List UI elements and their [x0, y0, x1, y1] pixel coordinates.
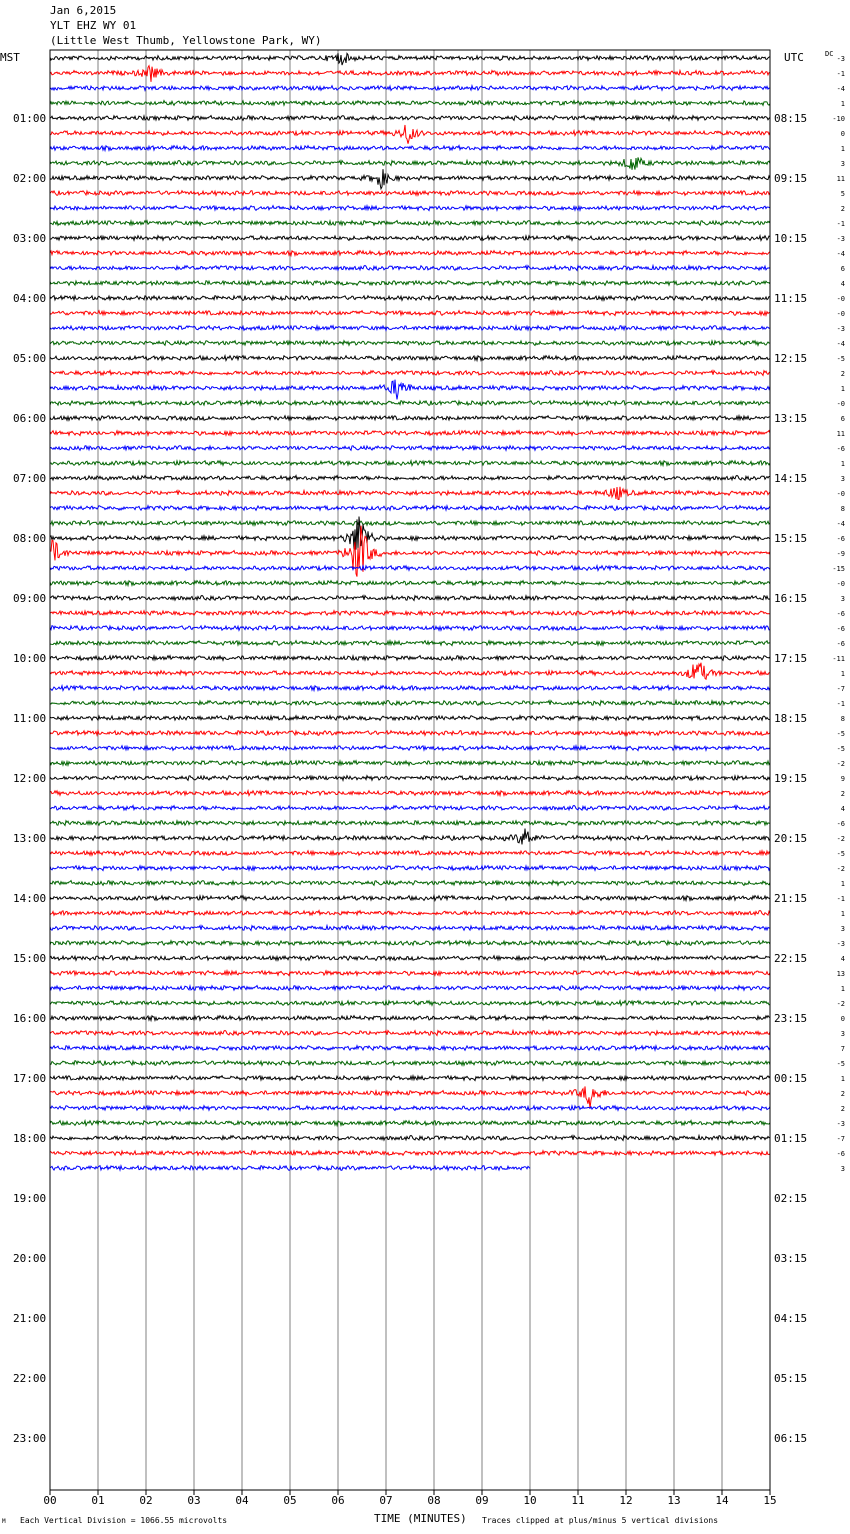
dc-offset-value: -6 — [836, 640, 845, 648]
dc-offset-value: -6 — [836, 1150, 845, 1158]
dc-offset-value: 4 — [840, 955, 845, 963]
seismic-trace-21 — [50, 356, 770, 361]
x-tick-label: 01 — [91, 1494, 105, 1507]
seismic-trace-23 — [50, 380, 770, 400]
dc-offset-value: -7 — [836, 1135, 845, 1143]
dc-offset-value: -4 — [836, 250, 845, 258]
mst-hour-label: 16:00 — [13, 1012, 47, 1025]
seismic-trace-70 — [50, 1086, 770, 1108]
dc-offset-value: 8 — [840, 505, 845, 513]
seismic-trace-65 — [50, 1016, 770, 1021]
x-tick-label: 12 — [619, 1494, 633, 1507]
dc-offset-value: 2 — [840, 1090, 845, 1098]
mst-hour-label: 19:00 — [13, 1192, 47, 1205]
utc-hour-label: 09:15 — [774, 172, 808, 185]
mst-hour-label: 07:00 — [13, 472, 47, 485]
dc-offset-value: -6 — [836, 535, 845, 543]
x-tick-label: 15 — [763, 1494, 777, 1507]
dc-offset-value: -1 — [836, 895, 845, 903]
mst-hour-label: 20:00 — [13, 1252, 47, 1265]
dc-offset-value: 3 — [840, 595, 845, 603]
utc-hour-label: 20:15 — [774, 832, 808, 845]
x-tick-label: 08 — [427, 1494, 441, 1507]
dc-offset-value: 3 — [840, 1030, 845, 1038]
seismic-trace-71 — [50, 1106, 770, 1111]
utc-hour-label: 21:15 — [774, 892, 808, 905]
header-location: (Little West Thumb, Yellowstone Park, WY) — [50, 34, 322, 47]
seismic-trace-49 — [50, 776, 770, 781]
seismic-trace-14 — [50, 251, 770, 256]
mst-hour-label: 18:00 — [13, 1132, 47, 1145]
seismic-trace-48 — [50, 761, 770, 766]
seismic-trace-12 — [50, 221, 770, 226]
seismic-trace-58 — [50, 911, 770, 916]
dc-offset-value: -1 — [836, 220, 845, 228]
x-tick-label: 04 — [235, 1494, 249, 1507]
x-tick-label: 14 — [715, 1494, 729, 1507]
dc-offset-value: -2 — [836, 1000, 845, 1008]
dc-offset-value: 2 — [840, 205, 845, 213]
seismic-trace-11 — [50, 206, 770, 211]
dc-offset-value: -3 — [836, 55, 845, 63]
x-tick-label: 07 — [379, 1494, 393, 1507]
dc-offset-value: 7 — [840, 1045, 845, 1053]
dc-offset-value: -4 — [836, 85, 845, 93]
utc-hour-label: 12:15 — [774, 352, 808, 365]
seismic-trace-55 — [50, 866, 770, 871]
dc-offset-value: -5 — [836, 355, 845, 363]
seismic-trace-63 — [50, 986, 770, 991]
seismic-trace-39 — [50, 626, 770, 631]
seismic-trace-59 — [50, 926, 770, 931]
seismic-trace-50 — [50, 791, 770, 796]
x-axis-title: TIME (MINUTES) — [374, 1512, 467, 1525]
mst-hour-label: 13:00 — [13, 832, 47, 845]
dc-offset-value: -6 — [836, 445, 845, 453]
seismic-trace-40 — [50, 641, 770, 646]
dc-offset-value: 1 — [840, 385, 845, 393]
seismic-trace-27 — [50, 446, 770, 451]
dc-offset-value: -0 — [836, 400, 845, 408]
dc-offset-value: -9 — [836, 550, 845, 558]
seismic-trace-26 — [50, 431, 770, 436]
dc-offset-value: -7 — [836, 685, 845, 693]
mst-hour-label: 17:00 — [13, 1072, 47, 1085]
dc-offset-value: 1 — [840, 985, 845, 993]
dc-offset-value: 6 — [840, 265, 845, 273]
dc-offset-value: 13 — [836, 970, 845, 978]
seismic-trace-5 — [50, 116, 770, 121]
seismic-trace-73 — [50, 1136, 770, 1141]
seismic-trace-54 — [50, 851, 770, 856]
utc-hour-label: 18:15 — [774, 712, 808, 725]
seismic-trace-16 — [50, 281, 770, 286]
plot-frame — [50, 50, 770, 1490]
seismic-trace-1 — [50, 53, 770, 65]
dc-offset-value: 2 — [840, 790, 845, 798]
mst-hour-label: 02:00 — [13, 172, 47, 185]
seismic-trace-44 — [50, 701, 770, 706]
dc-offset-value: 5 — [840, 190, 845, 198]
utc-hour-label: 00:15 — [774, 1072, 808, 1085]
utc-hour-label: 17:15 — [774, 652, 808, 665]
utc-hour-label: 13:15 — [774, 412, 808, 425]
mst-hour-label: 22:00 — [13, 1372, 47, 1385]
seismic-trace-34 — [50, 526, 770, 577]
mst-hour-label: 23:00 — [13, 1432, 47, 1445]
seismic-trace-4 — [50, 101, 770, 106]
dc-offset-value: -5 — [836, 850, 845, 858]
seismic-trace-2 — [50, 66, 770, 82]
dc-offset-value: -11 — [832, 655, 845, 663]
seismic-trace-28 — [50, 461, 770, 466]
x-tick-label: 06 — [331, 1494, 345, 1507]
dc-offset-value: -3 — [836, 325, 845, 333]
x-tick-label: 13 — [667, 1494, 681, 1507]
seismic-trace-41 — [50, 656, 770, 661]
utc-hour-label: 08:15 — [774, 112, 808, 125]
header-station: YLT EHZ WY 01 — [50, 19, 137, 32]
clip-note: Traces clipped at plus/minus 5 vertical divisions — [482, 1516, 719, 1525]
seismic-trace-56 — [50, 881, 770, 886]
dc-offset-value: 3 — [840, 475, 845, 483]
dc-offset-value: -0 — [836, 490, 845, 498]
seismic-trace-62 — [50, 971, 770, 976]
dc-offset-value: -5 — [836, 730, 845, 738]
seismic-trace-30 — [50, 487, 770, 500]
seismic-trace-24 — [50, 401, 770, 406]
dc-offset-value: 1 — [840, 100, 845, 108]
seismic-trace-17 — [50, 296, 770, 301]
utc-hour-label: 01:15 — [774, 1132, 808, 1145]
dc-offset-value: -15 — [832, 565, 845, 573]
right-zone-label: UTC — [784, 51, 804, 64]
seismic-trace-57 — [50, 896, 770, 901]
utc-hour-label: 03:15 — [774, 1252, 808, 1265]
seismic-trace-38 — [50, 611, 770, 616]
dc-offset-value: -2 — [836, 835, 845, 843]
dc-offset-value: -6 — [836, 610, 845, 618]
label-layer — [13, 55, 845, 1507]
seismic-trace-45 — [50, 716, 770, 721]
mst-hour-label: 03:00 — [13, 232, 47, 245]
mst-hour-label: 12:00 — [13, 772, 47, 785]
x-tick-label: 09 — [475, 1494, 489, 1507]
utc-hour-label: 15:15 — [774, 532, 808, 545]
seismic-trace-8 — [50, 157, 770, 169]
footer-mark: M — [2, 1518, 6, 1525]
seismic-trace-72 — [50, 1121, 770, 1126]
utc-hour-label: 10:15 — [774, 232, 808, 245]
dc-label: DC — [825, 50, 834, 58]
dc-offset-value: 1 — [840, 145, 845, 153]
seismic-trace-66 — [50, 1031, 770, 1036]
seismic-trace-61 — [50, 956, 770, 961]
seismic-trace-46 — [50, 731, 770, 736]
dc-offset-value: -1 — [836, 700, 845, 708]
dc-offset-value: 11 — [836, 430, 845, 438]
dc-offset-value: -3 — [836, 1120, 845, 1128]
x-tick-label: 02 — [139, 1494, 153, 1507]
seismic-trace-36 — [50, 581, 770, 586]
utc-hour-label: 22:15 — [774, 952, 808, 965]
seismic-trace-69 — [50, 1076, 770, 1081]
seismic-trace-67 — [50, 1046, 770, 1051]
utc-hour-label: 23:15 — [774, 1012, 808, 1025]
dc-offset-value: -0 — [836, 295, 845, 303]
seismic-trace-74 — [50, 1151, 770, 1156]
mst-hour-label: 21:00 — [13, 1312, 47, 1325]
mst-hour-label: 08:00 — [13, 532, 47, 545]
seismic-trace-37 — [50, 596, 770, 601]
dc-offset-value: 3 — [840, 1165, 845, 1173]
mst-hour-label: 04:00 — [13, 292, 47, 305]
dc-offset-value: -10 — [832, 115, 845, 123]
dc-offset-value: 1 — [840, 1075, 845, 1083]
scale-note: Each Vertical Division = 1066.55 microvolts — [20, 1516, 228, 1525]
dc-offset-value: -6 — [836, 820, 845, 828]
mst-hour-label: 06:00 — [13, 412, 47, 425]
header-date: Jan 6,2015 — [50, 4, 117, 17]
utc-hour-label: 04:15 — [774, 1312, 808, 1325]
dc-offset-value: 2 — [840, 1105, 845, 1113]
seismic-trace-31 — [50, 506, 770, 511]
utc-hour-label: 05:15 — [774, 1372, 808, 1385]
dc-offset-value: -2 — [836, 865, 845, 873]
seismic-trace-15 — [50, 266, 770, 271]
seismic-trace-68 — [50, 1061, 770, 1066]
dc-offset-value: -2 — [836, 760, 845, 768]
dc-offset-value: 3 — [840, 925, 845, 933]
utc-hour-label: 19:15 — [774, 772, 808, 785]
left-zone-label: MST — [0, 51, 20, 64]
dc-offset-value: 1 — [840, 670, 845, 678]
seismic-trace-42 — [50, 663, 770, 680]
dc-offset-value: 1 — [840, 910, 845, 918]
seismic-trace-29 — [50, 476, 770, 481]
dc-offset-value: -1 — [836, 70, 845, 78]
x-tick-label: 11 — [571, 1494, 585, 1507]
seismic-trace-35 — [50, 566, 770, 571]
dc-offset-value: -0 — [836, 310, 845, 318]
dc-offset-value: 3 — [840, 160, 845, 168]
utc-hour-label: 14:15 — [774, 472, 808, 485]
dc-offset-value: 8 — [840, 715, 845, 723]
seismic-trace-51 — [50, 806, 770, 811]
mst-hour-label: 01:00 — [13, 112, 47, 125]
seismic-trace-6 — [50, 125, 770, 144]
dc-offset-value: 0 — [840, 1015, 845, 1023]
mst-hour-label: 15:00 — [13, 952, 47, 965]
seismic-trace-7 — [50, 146, 770, 151]
dc-offset-value: 4 — [840, 805, 845, 813]
seismic-trace-25 — [50, 416, 770, 421]
dc-offset-value: 0 — [840, 130, 845, 138]
seismic-trace-47 — [50, 746, 770, 751]
seismic-trace-3 — [50, 86, 770, 91]
trace-layer — [50, 53, 770, 1170]
x-tick-label: 03 — [187, 1494, 201, 1507]
dc-offset-value: 6 — [840, 415, 845, 423]
dc-offset-value: -0 — [836, 580, 845, 588]
mst-hour-label: 14:00 — [13, 892, 47, 905]
dc-offset-value: 1 — [840, 880, 845, 888]
dc-offset-value: -4 — [836, 520, 845, 528]
seismic-trace-9 — [50, 169, 770, 189]
seismic-trace-43 — [50, 686, 770, 691]
seismic-trace-53 — [50, 829, 770, 845]
seismic-trace-19 — [50, 326, 770, 331]
seismic-trace-52 — [50, 821, 770, 826]
seismic-trace-10 — [50, 191, 770, 196]
dc-offset-value: -3 — [836, 940, 845, 948]
utc-hour-label: 16:15 — [774, 592, 808, 605]
utc-hour-label: 11:15 — [774, 292, 808, 305]
seismic-trace-18 — [50, 311, 770, 316]
mst-hour-label: 11:00 — [13, 712, 47, 725]
dc-offset-value: 11 — [836, 175, 845, 183]
dc-offset-value: -3 — [836, 235, 845, 243]
dc-offset-value: -6 — [836, 625, 845, 633]
dc-offset-value: -4 — [836, 340, 845, 348]
mst-hour-label: 09:00 — [13, 592, 47, 605]
dc-offset-value: 1 — [840, 460, 845, 468]
mst-hour-label: 10:00 — [13, 652, 47, 665]
mst-hour-label: 05:00 — [13, 352, 47, 365]
seismic-trace-64 — [50, 1001, 770, 1006]
seismic-trace-13 — [50, 236, 770, 241]
seismic-trace-60 — [50, 941, 770, 946]
x-tick-label: 10 — [523, 1494, 537, 1507]
seismic-trace-22 — [50, 371, 770, 376]
dc-offset-value: 4 — [840, 280, 845, 288]
seismic-trace-20 — [50, 341, 770, 346]
x-tick-label: 05 — [283, 1494, 297, 1507]
x-tick-label: 00 — [43, 1494, 57, 1507]
dc-offset-value: -5 — [836, 745, 845, 753]
utc-hour-label: 06:15 — [774, 1432, 808, 1445]
utc-hour-label: 02:15 — [774, 1192, 808, 1205]
dc-offset-value: -5 — [836, 1060, 845, 1068]
dc-offset-value: 2 — [840, 370, 845, 378]
dc-offset-value: 9 — [840, 775, 845, 783]
seismic-trace-32 — [50, 521, 770, 526]
